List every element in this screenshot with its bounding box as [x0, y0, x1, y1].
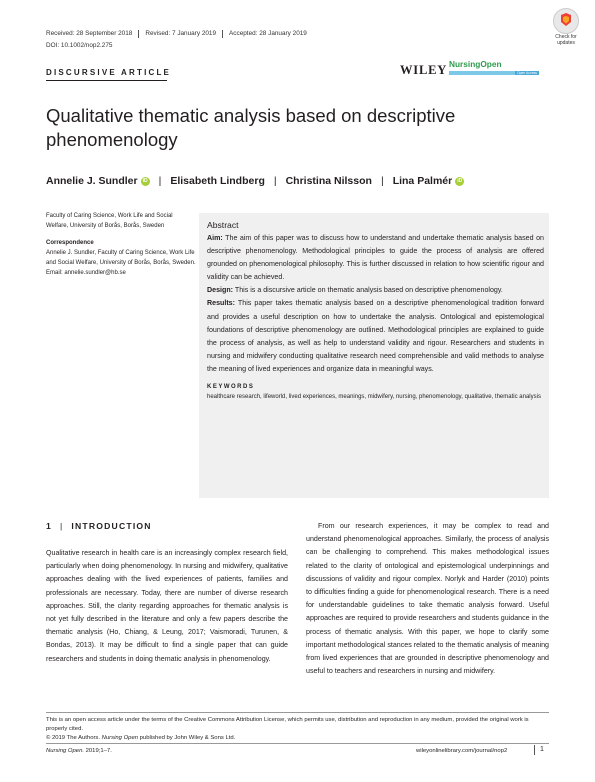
- abstract-heading: Abstract: [207, 220, 239, 230]
- revised-date: Revised: 7 January 2019: [145, 30, 217, 37]
- affiliation-text: Faculty of Caring Science, Work Life and Social Welfare, University of Borås, Borås, Sweden: [46, 213, 173, 229]
- correspondence-email[interactable]: Email: annelie.sundler@hb.se: [46, 269, 126, 276]
- received-date: Received: 28 September 2018: [46, 30, 133, 37]
- correspondence-text: Annelie J. Sundler, Faculty of Caring Science, Work Life and Social Welfare, University of Borås, Borås, Sweden.: [46, 250, 196, 266]
- abstract-aim: Aim: The aim of this paper was to discuss how to understand and undertake thematic analysis based on descriptive phenomenology. Methodological principles to guide the process of analysis are offered grounded on phenomenological philosophy. This is further discussed in relation to how scientific rigour and validity can be achieved.: [207, 234, 544, 282]
- abstract-box: [199, 213, 549, 498]
- page-number: 1: [540, 746, 544, 753]
- body-right-column: From our research experiences, it may be complex to read and understand phenomenological approaches. Similarly, the process of analysis can be challenging to comprehend. This makes methodological issues related to the clarity of ontological and epistemological underpinnings and discussions of validity and rigour complex. Norlyk and Harder (2010) points to difficulties finding a guide for phenomenological research. There is a need for understandable guidelines to take thematic analysis forward. Useful approaches are required to provide researchers and students guidance in the process of thematic analysis. With this paper, we hope to clarify some important methodological stances related to the thematic analysis of meaning from lived experiences that are grounded in descriptive phenomenology and useful to teachers and researchers in nursing and midwifery.: [306, 522, 549, 676]
- keywords-heading: KEYWORDS: [207, 384, 255, 391]
- open-access-label: Open Access: [517, 71, 537, 75]
- journal-url[interactable]: wileyonlinelibrary.com/journal/nop2: [416, 748, 508, 754]
- affiliation-block: [46, 212, 196, 278]
- abstract-results: Results: This paper takes thematic analysis based on a descriptive phenomenological tradition forward and provides a useful description on how to undertake the analysis. Ontological and epistemological foundations of descriptive phenomenology are outlined. Methodological principles are explained to guide the process of analysis, as well as help to understand validity and rigour. Researchers and students in nursing and midwifery conducting qualitative research need comprehensible and valid methods to analyse the meaning of lived experiences and organize data in meaningful ways.: [207, 299, 544, 373]
- footer-divider: [46, 743, 549, 744]
- keywords-list: healthcare research, lifeworld, lived experiences, meanings, midwifery, nursing, phenomenology, qualitative, thematic analysis: [207, 394, 541, 401]
- author-separator: |: [158, 175, 162, 187]
- article-type-underline: [46, 80, 167, 81]
- wiley-logo: WILEY: [400, 63, 448, 77]
- doi[interactable]: DOI: 10.1002/nop2.275: [46, 42, 113, 49]
- author-name[interactable]: Annelie J. Sundler: [46, 175, 138, 187]
- check-updates-icon: [553, 8, 579, 34]
- footer-divider: [46, 712, 549, 713]
- accepted-date: Accepted: 28 January 2019: [229, 30, 307, 37]
- author-separator: |: [380, 175, 384, 187]
- journal-logo: NursingOpen: [449, 59, 502, 69]
- author-separator: |: [273, 175, 277, 187]
- orcid-icon[interactable]: iD: [457, 177, 463, 184]
- article-title: Qualitative thematic analysis based on descriptive phenomenology: [46, 105, 456, 150]
- license-notice: This is an open access article under the terms of the Creative Commons Attribution License, which permits use, distribution and reproduction in any medium, provided the original work is properly cited. © 2019 The Authors. Nursing Open published by John Wiley & Sons Ltd.: [46, 717, 529, 741]
- author-name[interactable]: Elisabeth Lindberg: [170, 175, 265, 187]
- divider: [222, 30, 223, 38]
- author-name[interactable]: Lina Palmér: [392, 175, 453, 187]
- check-updates-label: Check for updates: [555, 34, 577, 46]
- orcid-icon[interactable]: iD: [142, 177, 148, 184]
- check-for-updates-badge[interactable]: [545, 8, 587, 48]
- citation: Nursing Open. 2019;1–7.: [46, 748, 112, 754]
- article-type: DISCURSIVE ARTICLE: [46, 68, 172, 77]
- author-name[interactable]: Christina Nilsson: [285, 175, 372, 187]
- abstract-design: Design: This is a discursive article on thematic analysis based on descriptive phenomenology.: [207, 286, 503, 295]
- author-list: [46, 175, 464, 187]
- correspondence-label: Correspondence: [46, 240, 94, 247]
- divider: [534, 745, 535, 755]
- body-left-column: Qualitative research in health care is an increasingly complex research field, particularly when doing phenomenology. In nursing and midwifery, qualitative approaches dealing with the lived experiences of patients, families and professionals are necessary. Today, there are number of diverse research approaches. Still, the clarity regarding approaches for thematic analysis is not yet fully described in the literature and only a few papers describe the thematic analysis (Ho, Chiang, & Leung, 2017; Vaismoradi, Turunen, & Bondas, 2013). It may be difficult to find a single paper that can guide researchers and students in doing thematic analysis in phenomenology.: [46, 549, 288, 663]
- divider: [138, 30, 139, 38]
- publication-dates: [46, 30, 546, 38]
- section-heading: 1 | INTRODUCTION: [46, 521, 152, 531]
